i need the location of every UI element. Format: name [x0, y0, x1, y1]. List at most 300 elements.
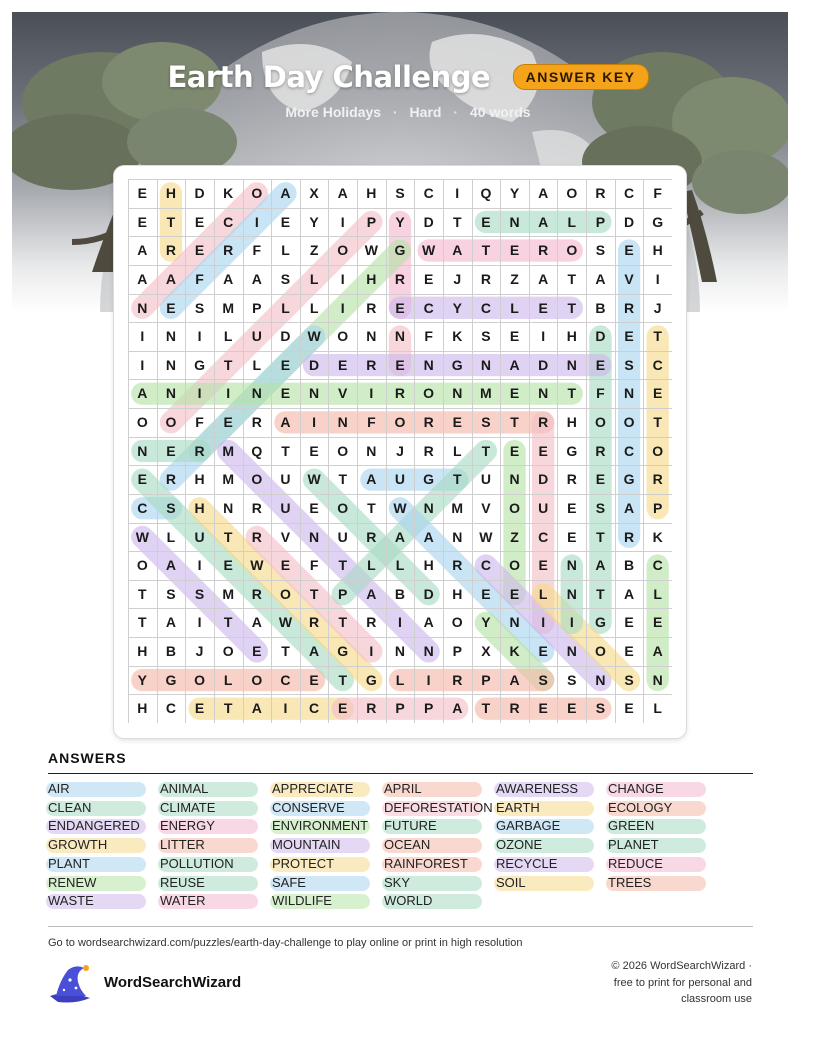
grid-cell[interactable]: S — [280, 270, 291, 287]
grid-cell[interactable]: A — [509, 671, 520, 688]
grid-cell[interactable]: I — [541, 328, 546, 345]
grid-cell[interactable]: N — [509, 471, 520, 488]
grid-cell[interactable]: O — [251, 185, 263, 201]
grid-cell[interactable]: L — [567, 213, 577, 230]
grid-cell[interactable]: N — [366, 328, 377, 345]
grid-cell[interactable]: R — [538, 242, 549, 259]
grid-cell[interactable]: N — [652, 671, 663, 688]
grid-cell[interactable]: P — [452, 643, 462, 660]
grid-cell[interactable]: Y — [452, 299, 462, 316]
grid-cell[interactable]: S — [194, 299, 205, 316]
grid-cell[interactable]: L — [395, 671, 405, 688]
grid-cell[interactable]: N — [137, 442, 148, 459]
grid-cell[interactable]: R — [452, 557, 463, 574]
grid-cell[interactable]: O — [280, 585, 291, 602]
grid-cell[interactable]: R — [452, 671, 463, 688]
grid-cell[interactable]: C — [538, 528, 549, 545]
grid-cell[interactable]: T — [367, 499, 376, 516]
grid-cell[interactable]: I — [197, 557, 202, 574]
grid-cell[interactable]: A — [366, 471, 377, 488]
grid-cell[interactable]: E — [624, 643, 634, 660]
grid-cell[interactable]: N — [251, 385, 262, 402]
grid-cell[interactable]: O — [451, 614, 463, 631]
grid-cell[interactable]: N — [423, 643, 434, 660]
grid-cell[interactable]: O — [509, 557, 520, 574]
grid-cell[interactable]: R — [165, 242, 176, 259]
grid-cell[interactable]: E — [194, 700, 205, 717]
grid-cell[interactable]: K — [509, 643, 520, 660]
grid-cell[interactable]: F — [252, 242, 262, 259]
grid-cell[interactable]: C — [423, 185, 434, 201]
grid-cell[interactable]: R — [366, 528, 377, 545]
grid-cell[interactable]: K — [452, 328, 463, 345]
grid-cell[interactable]: E — [223, 557, 233, 574]
grid-cell[interactable]: T — [338, 557, 347, 574]
grid-cell[interactable]: I — [226, 385, 231, 402]
grid-cell[interactable]: N — [566, 356, 577, 373]
grid-cell[interactable]: E — [280, 557, 291, 574]
grid-cell[interactable]: T — [223, 528, 233, 545]
grid-cell[interactable]: V — [481, 499, 491, 516]
grid-cell[interactable]: F — [195, 270, 204, 287]
grid-cell[interactable]: T — [338, 614, 347, 631]
grid-cell[interactable]: S — [481, 328, 491, 345]
grid-cell[interactable]: R — [366, 614, 377, 631]
grid-cell[interactable]: I — [569, 614, 574, 631]
grid-cell[interactable]: N — [566, 585, 577, 602]
grid-cell[interactable]: E — [595, 471, 606, 488]
grid-cell[interactable]: S — [194, 585, 205, 602]
grid-cell[interactable]: O — [337, 499, 349, 516]
grid-cell[interactable]: E — [194, 242, 205, 259]
grid-cell[interactable]: O — [136, 557, 148, 574]
grid-cell[interactable]: N — [309, 528, 320, 545]
grid-cell[interactable]: I — [655, 270, 660, 287]
grid-cell[interactable]: M — [480, 385, 492, 402]
grid-cell[interactable]: E — [252, 643, 262, 660]
grid-cell[interactable]: W — [479, 528, 493, 545]
grid-cell[interactable]: M — [222, 585, 235, 602]
grid-cell[interactable]: E — [567, 499, 577, 516]
grid-cell[interactable]: L — [252, 356, 262, 373]
grid-cell[interactable]: E — [624, 242, 634, 259]
grid-cell[interactable]: A — [595, 557, 606, 574]
grid-cell[interactable]: T — [481, 700, 491, 717]
grid-cell[interactable]: A — [137, 385, 148, 402]
grid-cell[interactable]: P — [366, 213, 377, 230]
grid-cell[interactable]: H — [366, 185, 377, 201]
grid-cell[interactable]: P — [338, 585, 348, 602]
grid-cell[interactable]: W — [278, 614, 293, 631]
grid-cell[interactable]: F — [424, 328, 433, 345]
grid-cell[interactable]: E — [509, 385, 520, 402]
grid-cell[interactable]: N — [337, 414, 348, 431]
grid-cell[interactable]: R — [595, 442, 606, 459]
grid-cell[interactable]: E — [137, 185, 147, 201]
grid-cell[interactable]: E — [653, 614, 663, 631]
grid-cell[interactable]: D — [538, 471, 549, 488]
grid-cell[interactable]: R — [595, 185, 606, 201]
grid-cell[interactable]: A — [137, 270, 148, 287]
grid-cell[interactable]: T — [281, 643, 290, 660]
grid-cell[interactable]: O — [594, 414, 606, 431]
grid-cell[interactable]: D — [309, 356, 320, 373]
grid-cell[interactable]: A — [280, 185, 291, 201]
grid-cell[interactable]: Y — [309, 213, 319, 230]
grid-cell[interactable]: A — [538, 185, 549, 201]
grid-cell[interactable]: Y — [481, 614, 491, 631]
grid-cell[interactable]: O — [509, 499, 520, 516]
grid-cell[interactable]: N — [480, 356, 491, 373]
grid-cell[interactable]: N — [423, 356, 434, 373]
grid-cell[interactable]: R — [194, 442, 205, 459]
grid-cell[interactable]: O — [337, 442, 349, 459]
grid-cell[interactable]: N — [566, 557, 577, 574]
grid-cell[interactable]: R — [566, 471, 577, 488]
grid-cell[interactable]: E — [538, 643, 548, 660]
grid-cell[interactable]: A — [337, 185, 348, 201]
grid-cell[interactable]: G — [451, 356, 463, 373]
grid-cell[interactable]: W — [307, 328, 321, 345]
grid-cell[interactable]: G — [623, 471, 635, 488]
grid-cell[interactable]: N — [623, 385, 635, 402]
grid-cell[interactable]: D — [194, 185, 205, 201]
grid-cell[interactable]: A — [251, 614, 262, 631]
grid-cell[interactable]: O — [652, 442, 664, 459]
grid-cell[interactable]: S — [538, 671, 548, 688]
grid-cell[interactable]: I — [455, 185, 460, 201]
grid-cell[interactable]: E — [338, 700, 348, 717]
grid-cell[interactable]: L — [452, 442, 462, 459]
grid-cell[interactable]: I — [340, 270, 345, 287]
grid-cell[interactable]: I — [369, 643, 374, 660]
grid-cell[interactable]: E — [309, 671, 319, 688]
grid-cell[interactable]: C — [309, 700, 320, 717]
grid-cell[interactable]: V — [280, 528, 291, 545]
grid-cell[interactable]: T — [510, 414, 519, 431]
grid-cell[interactable]: K — [223, 185, 234, 201]
grid-cell[interactable]: S — [567, 671, 577, 688]
grid-cell[interactable]: P — [252, 299, 262, 316]
grid-cell[interactable]: J — [653, 299, 662, 316]
grid-cell[interactable]: T — [452, 213, 462, 230]
grid-cell[interactable]: V — [338, 385, 348, 402]
grid-cell[interactable]: R — [309, 614, 320, 631]
grid-cell[interactable]: N — [423, 499, 434, 516]
grid-cell[interactable]: A — [366, 585, 377, 602]
grid-cell[interactable]: I — [398, 614, 402, 631]
grid-cell[interactable]: Y — [137, 671, 147, 688]
grid-cell[interactable]: J — [453, 270, 462, 287]
grid-cell[interactable]: C — [280, 671, 291, 688]
grid-cell[interactable]: S — [595, 499, 606, 516]
grid-cell[interactable]: D — [595, 328, 606, 345]
grid-cell[interactable]: T — [567, 385, 577, 402]
grid-cell[interactable]: O — [136, 414, 148, 431]
grid-cell[interactable]: B — [394, 585, 406, 602]
grid-cell[interactable]: N — [509, 614, 520, 631]
grid-cell[interactable]: D — [280, 328, 291, 345]
grid-cell[interactable]: E — [452, 414, 462, 431]
grid-cell[interactable]: D — [538, 356, 549, 373]
grid-cell[interactable]: E — [395, 299, 405, 316]
grid-cell[interactable]: O — [594, 643, 606, 660]
grid-cell[interactable]: R — [652, 471, 663, 488]
grid-cell[interactable]: Y — [509, 185, 520, 201]
grid-cell[interactable]: C — [423, 299, 434, 316]
grid-cell[interactable]: W — [135, 528, 149, 545]
grid-cell[interactable]: G — [194, 356, 205, 373]
grid-cell[interactable]: C — [652, 557, 663, 574]
grid-cell[interactable]: L — [309, 299, 319, 316]
grid-cell[interactable]: E — [509, 328, 520, 345]
grid-cell[interactable]: E — [509, 442, 520, 459]
grid-cell[interactable]: R — [423, 442, 434, 459]
grid-cell[interactable]: O — [394, 414, 406, 431]
grid-cell[interactable]: E — [280, 356, 291, 373]
grid-cell[interactable]: A — [423, 528, 434, 545]
grid-cell[interactable]: M — [222, 299, 235, 316]
grid-cell[interactable]: S — [595, 700, 606, 717]
grid-cell[interactable]: R — [538, 414, 549, 431]
grid-cell[interactable]: A — [452, 242, 463, 259]
grid-cell[interactable]: U — [194, 528, 205, 545]
grid-cell[interactable]: E — [538, 557, 548, 574]
grid-cell[interactable]: N — [538, 385, 549, 402]
grid-cell[interactable]: H — [165, 185, 176, 201]
grid-cell[interactable]: D — [423, 213, 434, 230]
grid-cell[interactable]: C — [623, 442, 635, 459]
grid-cell[interactable]: U — [337, 528, 348, 545]
grid-cell[interactable]: R — [623, 299, 635, 316]
grid-cell[interactable]: C — [623, 185, 635, 201]
grid-cell[interactable]: A — [652, 643, 663, 660]
grid-cell[interactable]: L — [223, 671, 233, 688]
grid-cell[interactable]: U — [280, 471, 291, 488]
grid-cell[interactable]: P — [395, 700, 405, 717]
grid-cell[interactable]: A — [165, 270, 176, 287]
grid-cell[interactable]: C — [137, 499, 148, 516]
grid-cell[interactable]: H — [423, 557, 434, 574]
grid-cell[interactable]: H — [137, 700, 148, 717]
grid-cell[interactable]: E — [595, 356, 606, 373]
grid-cell[interactable]: P — [653, 499, 663, 516]
grid-cell[interactable]: A — [165, 557, 176, 574]
grid-cell[interactable]: Q — [480, 185, 492, 201]
grid-cell[interactable]: A — [509, 356, 520, 373]
grid-cell[interactable]: N — [452, 385, 463, 402]
grid-cell[interactable]: B — [595, 299, 606, 316]
grid-cell[interactable]: F — [653, 185, 662, 201]
grid-cell[interactable]: T — [567, 299, 577, 316]
grid-cell[interactable]: E — [567, 700, 577, 717]
grid-cell[interactable]: A — [251, 700, 262, 717]
grid-cell[interactable]: T — [481, 242, 491, 259]
grid-cell[interactable]: S — [624, 356, 634, 373]
grid-cell[interactable]: C — [480, 299, 491, 316]
grid-cell[interactable]: Z — [309, 242, 319, 259]
grid-cell[interactable]: I — [340, 213, 345, 230]
grid-cell[interactable]: P — [423, 700, 434, 717]
grid-cell[interactable]: R — [366, 299, 377, 316]
grid-cell[interactable]: T — [338, 471, 347, 488]
grid-cell[interactable]: N — [509, 213, 520, 230]
grid-cell[interactable]: G — [394, 242, 406, 259]
grid-cell[interactable]: X — [481, 643, 491, 660]
grid-cell[interactable]: R — [223, 242, 234, 259]
grid-cell[interactable]: T — [281, 442, 290, 459]
grid-cell[interactable]: N — [223, 499, 234, 516]
grid-cell[interactable]: Z — [510, 528, 519, 545]
grid-cell[interactable]: C — [165, 700, 176, 717]
grid-cell[interactable]: N — [137, 299, 148, 316]
grid-cell[interactable]: G — [423, 471, 435, 488]
grid-cell[interactable]: R — [423, 414, 434, 431]
grid-cell[interactable]: Z — [510, 270, 519, 287]
grid-cell[interactable]: I — [197, 328, 202, 345]
grid-cell[interactable]: M — [222, 442, 235, 459]
grid-cell[interactable]: L — [223, 328, 233, 345]
grid-cell[interactable]: P — [481, 671, 491, 688]
grid-cell[interactable]: Q — [251, 442, 263, 459]
grid-cell[interactable]: G — [566, 442, 578, 459]
grid-cell[interactable]: D — [423, 585, 434, 602]
grid-cell[interactable]: L — [538, 585, 548, 602]
grid-cell[interactable]: E — [423, 270, 434, 287]
grid-cell[interactable]: A — [538, 213, 549, 230]
grid-cell[interactable]: G — [337, 643, 349, 660]
grid-cell[interactable]: B — [165, 643, 176, 660]
grid-cell[interactable]: E — [538, 700, 548, 717]
grid-cell[interactable]: T — [223, 700, 233, 717]
grid-cell[interactable]: U — [480, 471, 491, 488]
grid-cell[interactable]: U — [394, 471, 406, 488]
grid-cell[interactable]: I — [197, 385, 202, 402]
grid-cell[interactable]: E — [538, 442, 548, 459]
grid-cell[interactable]: L — [653, 700, 662, 717]
grid-cell[interactable]: C — [223, 213, 234, 230]
grid-cell[interactable]: N — [165, 356, 176, 373]
grid-cell[interactable]: N — [309, 385, 320, 402]
grid-cell[interactable]: E — [280, 213, 291, 230]
grid-cell[interactable]: K — [652, 528, 663, 545]
grid-cell[interactable]: E — [194, 213, 205, 230]
grid-cell[interactable]: R — [623, 528, 635, 545]
grid-cell[interactable]: H — [194, 471, 205, 488]
grid-cell[interactable]: S — [166, 585, 176, 602]
grid-cell[interactable]: R — [366, 356, 377, 373]
grid-cell[interactable]: E — [481, 585, 491, 602]
grid-cell[interactable]: T — [653, 328, 662, 345]
grid-cell[interactable]: H — [566, 414, 577, 431]
grid-cell[interactable]: O — [222, 643, 234, 660]
grid-cell[interactable]: T — [138, 614, 147, 631]
grid-cell[interactable]: X — [309, 185, 319, 201]
grid-cell[interactable]: H — [652, 242, 663, 259]
grid-cell[interactable]: L — [395, 557, 405, 574]
grid-cell[interactable]: A — [280, 414, 291, 431]
grid-cell[interactable]: J — [396, 442, 404, 459]
grid-cell[interactable]: W — [393, 499, 407, 516]
grid-cell[interactable]: L — [653, 585, 662, 602]
grid-cell[interactable]: V — [624, 270, 634, 287]
grid-cell[interactable]: O — [165, 414, 177, 431]
category-link[interactable]: More Holidays — [285, 104, 382, 120]
grid-cell[interactable]: R — [251, 499, 262, 516]
grid-cell[interactable]: A — [223, 270, 234, 287]
grid-cell[interactable]: N — [165, 385, 176, 402]
grid-cell[interactable]: H — [366, 270, 377, 287]
grid-cell[interactable]: C — [652, 356, 663, 373]
grid-cell[interactable]: A — [137, 242, 148, 259]
grid-cell[interactable]: F — [596, 385, 605, 402]
grid-cell[interactable]: N — [595, 671, 606, 688]
grid-cell[interactable]: E — [395, 356, 405, 373]
grid-cell[interactable]: I — [197, 614, 202, 631]
grid-cell[interactable]: R — [394, 385, 406, 402]
grid-cell[interactable]: O — [423, 385, 435, 402]
footer-link[interactable]: Go to wordsearchwizard.com/puzzles/earth-day-challenge to play online or print in high resolution — [48, 937, 523, 949]
grid-cell[interactable]: P — [595, 213, 606, 230]
grid-cell[interactable]: S — [395, 185, 405, 201]
grid-cell[interactable]: R — [251, 528, 262, 545]
grid-cell[interactable]: W — [250, 557, 264, 574]
grid-cell[interactable]: U — [251, 328, 262, 345]
grid-cell[interactable]: T — [567, 270, 577, 287]
grid-cell[interactable]: F — [195, 414, 204, 431]
grid-cell[interactable]: A — [165, 614, 176, 631]
grid-cell[interactable]: I — [426, 671, 431, 688]
grid-cell[interactable]: G — [365, 671, 377, 688]
grid-cell[interactable]: A — [538, 270, 549, 287]
grid-cell[interactable]: U — [280, 499, 291, 516]
grid-cell[interactable]: A — [623, 499, 635, 516]
grid-cell[interactable]: I — [340, 299, 345, 316]
grid-cell[interactable]: R — [165, 471, 176, 488]
grid-cell[interactable]: A — [623, 585, 635, 602]
grid-cell[interactable]: T — [138, 585, 147, 602]
grid-cell[interactable]: E — [166, 442, 176, 459]
grid-cell[interactable]: Y — [395, 213, 405, 230]
grid-cell[interactable]: L — [281, 299, 290, 316]
grid-cell[interactable]: H — [137, 643, 148, 660]
grid-cell[interactable]: E — [338, 356, 348, 373]
grid-cell[interactable]: R — [509, 700, 520, 717]
grid-cell[interactable]: C — [480, 557, 491, 574]
grid-cell[interactable]: E — [309, 499, 319, 516]
grid-cell[interactable]: E — [137, 213, 147, 230]
grid-cell[interactable]: A — [251, 270, 262, 287]
grid-cell[interactable]: A — [309, 643, 320, 660]
grid-cell[interactable]: T — [481, 442, 491, 459]
grid-cell[interactable]: A — [394, 528, 406, 545]
grid-cell[interactable]: N — [394, 328, 406, 345]
grid-cell[interactable]: O — [337, 242, 349, 259]
grid-cell[interactable]: G — [594, 614, 606, 631]
grid-cell[interactable]: S — [595, 242, 606, 259]
grid-cell[interactable]: A — [452, 700, 463, 717]
grid-cell[interactable]: M — [451, 499, 464, 516]
word-search-grid[interactable] — [128, 179, 672, 723]
grid-cell[interactable]: T — [223, 614, 233, 631]
grid-cell[interactable]: T — [309, 585, 319, 602]
grid-cell[interactable]: W — [422, 242, 436, 259]
grid-cell[interactable]: I — [369, 385, 374, 402]
grid-cell[interactable]: H — [452, 585, 463, 602]
grid-cell[interactable]: T — [452, 471, 462, 488]
grid-cell[interactable]: E — [624, 700, 634, 717]
grid-cell[interactable]: H — [194, 499, 205, 516]
